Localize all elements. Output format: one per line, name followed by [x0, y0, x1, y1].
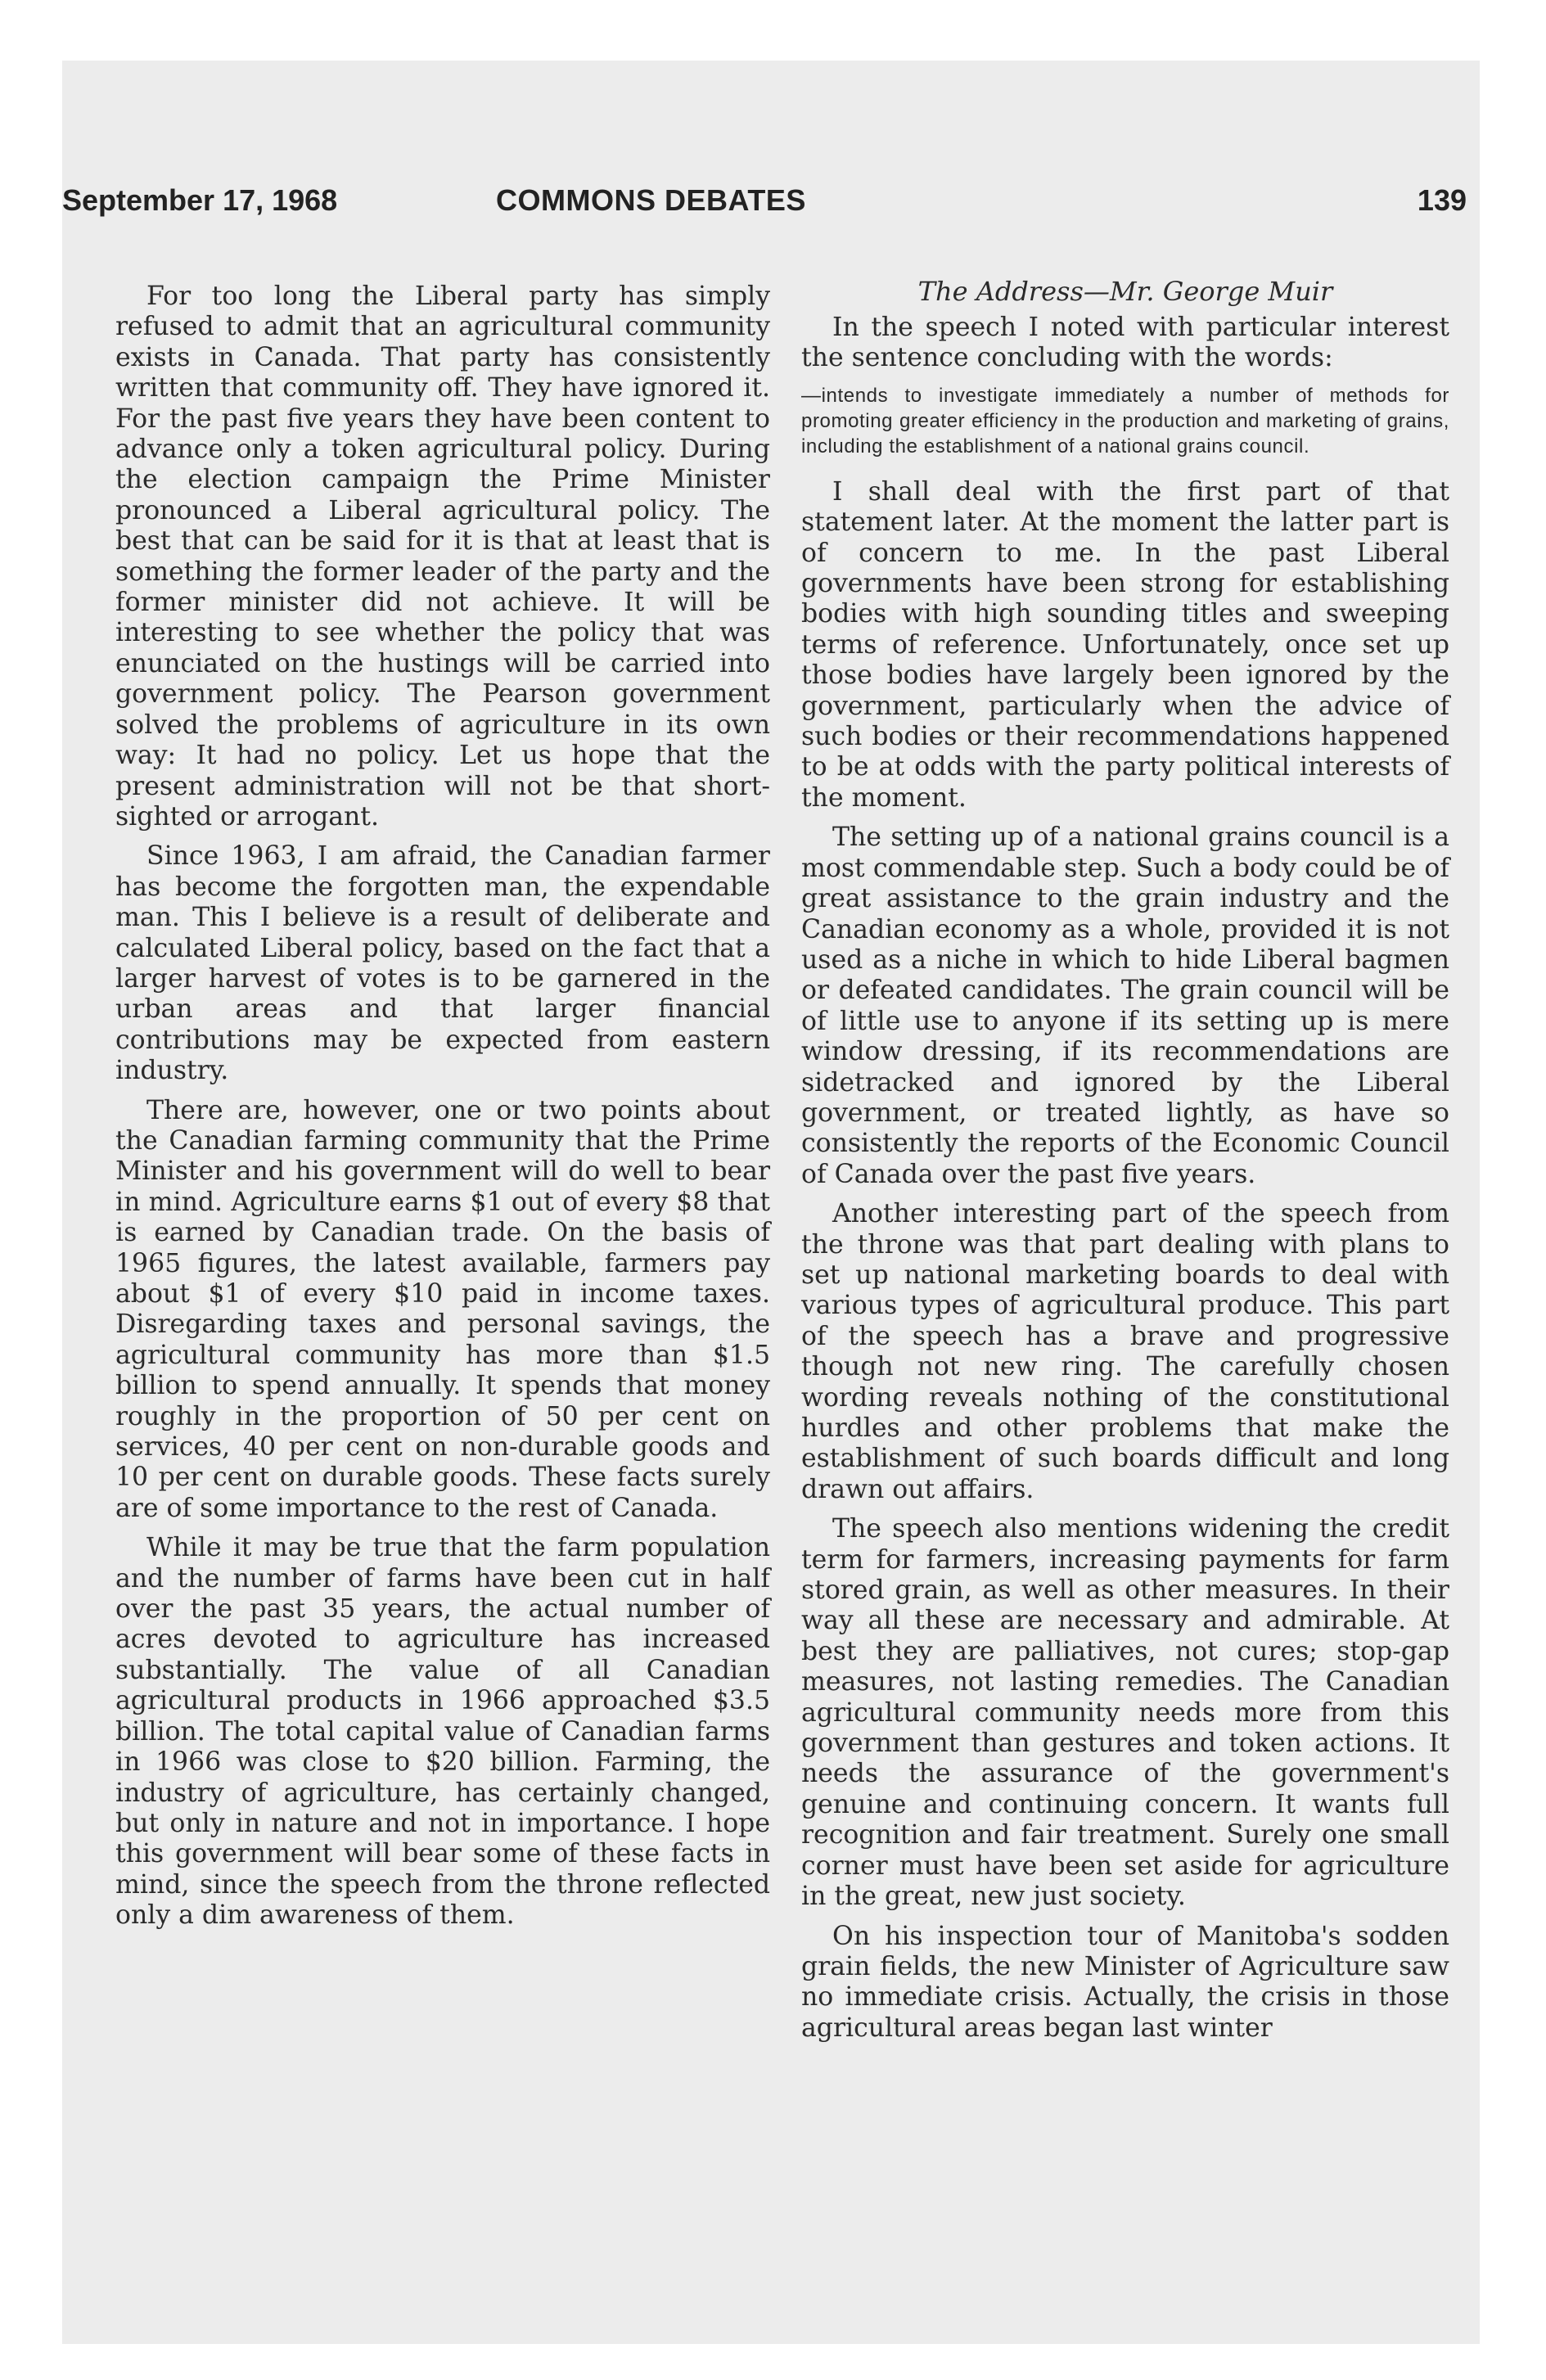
paragraph: Another interesting part of the speech from the throne was that part dealing with plans to set up national marketing boards to deal with various types of agricultural produce. This part of the speech has a brave and progressive though not new ring. The carefully chosen wording reveals nothing of the constitutional hurdles and other problems that make the establishment of such boards difficult and long drawn out affairs.: [801, 1199, 1449, 1504]
paragraph: On his inspection tour of Manitoba's sodden grain fields, the new Minister of Agriculture saw no immediate crisis. Actually, the crisis in those agricultural areas began last winter: [801, 1921, 1449, 2043]
paragraph: For too long the Liberal party has simply refused to admit that an agricultural community exists in Canada. That party has consistently written that community off. They have ignored it. For the past five years they have been content to advance only a token agricultural policy. During the election campaign the Prime Minister pronounced a Liberal agricultural policy. The best that can be said for it is that at least that is something the former leader of the party and the former minister did not achieve. It will be interesting to see whether the policy that was enunciated on the hustings will be carried into government policy. The Pearson government solved the problems of agriculture in its own way: It had no policy. Let us hope that the present administration will not be that short-sighted or arrogant.: [115, 282, 770, 832]
page-header: [62, 183, 1480, 224]
left-column: [115, 282, 770, 1941]
header-date: September 17, 1968: [62, 183, 338, 217]
publication-title: COMMONS DEBATES: [496, 183, 806, 217]
paragraph: Since 1963, I am afraid, the Canadian farmer has become the forgotten man, the expendable man. This I believe is a result of deliberate and calculated Liberal policy, based on the fact that a larger harvest of votes is to be garnered in the urban areas and that larger financial contributions may be expected from eastern industry.: [115, 841, 770, 1086]
section-subhead: The Address—Mr. George Muir: [917, 276, 1333, 307]
page-number: 139: [1417, 183, 1467, 217]
block-quote-text: —intends to investigate immediately a number of methods for promoting greater efficiency in the production and marketing of grains, including the establishment of a national grains council.: [801, 384, 1449, 458]
paragraph: The setting up of a national grains council is a most commendable step. Such a body could be of great assistance to the grain industry and the Canadian economy as a whole, provided it is not used as a niche in which to hide Liberal bagmen or defeated candidates. The grain council will be of little use to anyone if its setting up is mere window dressing, if its recommendations are sidetracked and ignored by the Liberal government, or treated lightly, as have so consistently the reports of the Economic Council of Canada over the past five years.: [801, 823, 1449, 1189]
paragraph: In the speech I noted with particular interest the sentence concluding with the words:: [801, 313, 1449, 373]
paragraph: There are, however, one or two points about the Canadian farming community that the Prime Minister and his government will do well to bear in mind. Agriculture earns $1 out of every $8 that is earned by Canadian trade. On the basis of 1965 figures, the latest available, farmers pay about $1 of every $10 paid in income taxes. Disregarding taxes and personal savings, the agricultural community has more than $1.5 billion to spend annually. It spends that money roughly in the proportion of 50 per cent on services, 40 per cent on non-durable goods and 10 per cent on durable goods. These facts surely are of some importance to the rest of Canada.: [115, 1095, 770, 1523]
paragraph: While it may be true that the farm population and the number of farms have been cut in half over the past 35 years, the actual number of acres devoted to agriculture has increased substantially. The value of all Canadian agricultural products in 1966 approached $3.5 billion. The total capital value of Canadian farms in 1966 was close to $20 billion. Farming, the industry of agriculture, has certainly changed, but only in nature and not in importance. I hope this government will bear some of these facts in mind, since the speech from the throne reflected only a dim awareness of them.: [115, 1533, 770, 1931]
paragraph: I shall deal with the first part of that statement later. At the moment the latter part is of concern to me. In the past Liberal governments have been strong for establishing bodies with high sounding titles and sweeping terms of reference. Unfortunately, once set up those bodies have largely been ignored by the government, particularly when the advice of such bodies or their recommendations happened to be at odds with the party political interests of the moment.: [801, 476, 1449, 813]
block-quote: [801, 383, 1449, 459]
paragraph: The speech also mentions widening the credit term for farmers, increasing payments for farm stored grain, as well as other measures. In their way all these are necessary and admirable. At best they are palliatives, not cures; stop-gap measures, not lasting remedies. The Canadian agricultural community needs more from this government than gestures and token actions. It needs the assurance of the government's genuine and continuing concern. It wants full recognition and fair treatment. Surely one small corner must have been set aside for agriculture in the great, new just society.: [801, 1514, 1449, 1912]
right-column: [801, 275, 1449, 2053]
page-scan: [62, 61, 1480, 2344]
